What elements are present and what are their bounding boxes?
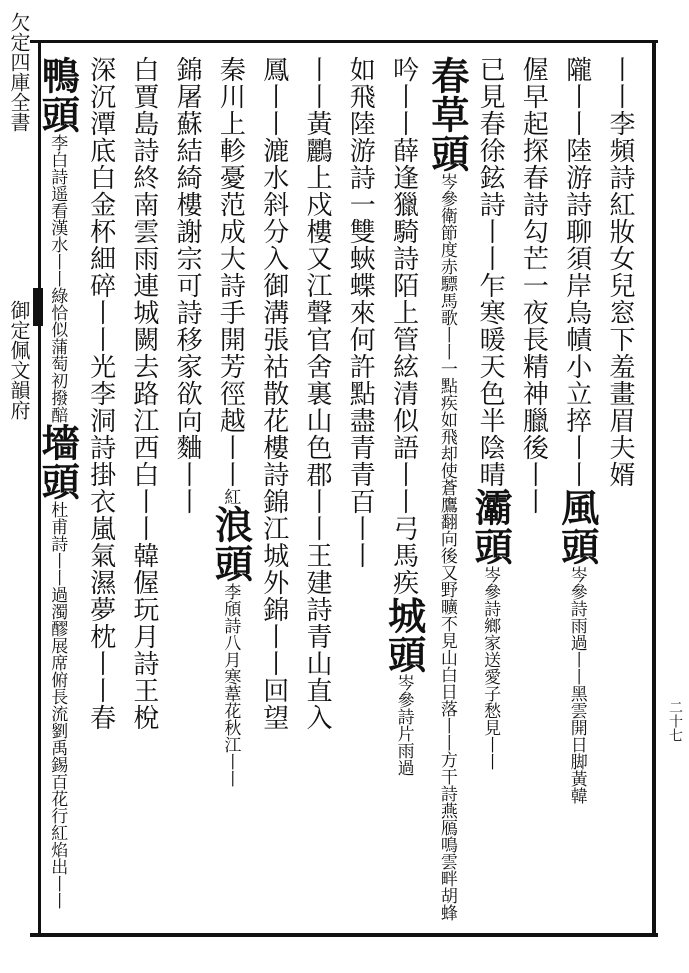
annotation-text: 後又野曠不見山白日落丨丨方干詩燕鴈鳴雲畔胡蜂 [436,547,457,921]
annotation-text: 葦花秋江丨丨 [220,685,241,787]
headword: 墻頭 [35,423,81,501]
text-column [35,56,85,926]
headword: 城頭 [381,596,427,674]
headword: 草頭 [424,95,470,173]
annotation-text: 綠恰似蒲萄初撥醅 [47,287,68,423]
body-text: 偓早起探春詩勾芒一夜長精神臘後丨丨 [518,56,549,515]
headword: 春 [424,56,470,95]
annotation-text: 岑參詩 [393,674,414,725]
annotation-text: 岑參詩雨過丨丨 [566,566,587,685]
body-text: 丨丨黃鸝上戍樓又江聲官舍裏山色郡丨丨王建詩青山直入 [301,56,332,731]
body-text: 丨丨李頻詩紅妝女兒窓下羞畫眉夫婿 [604,56,635,488]
headword: 風頭 [554,488,600,566]
annotation-text: 岑參衛節度赤驃馬歌丨丨一點疾如飛却使蒼鷹翻向 [436,173,457,547]
annotation-text: 黑雲開日脚黃韓 [566,685,587,804]
text-column [258,56,301,926]
text-column [381,56,431,926]
annotation-text: 愛子愁見丨丨 [480,668,501,770]
annotation-text: 紅 [220,488,241,505]
annotation-text: 李白詩遥看漢水丨丨 [47,134,68,287]
body-text: 已見春徐鉉詩丨丨乍寒暖天色半陰晴 [475,56,506,488]
annotation-text: 杜甫詩丨丨過濁醪展席俯長 [47,501,68,705]
annotation-text: 李頎詩八月寒 [220,583,241,685]
headword: 鴨頭 [35,56,81,134]
text-column [518,56,561,926]
body-text: 錦屠蘇結綺樓謝宗可詩移家欲向麯丨丨 [172,56,203,515]
text-column [345,56,388,926]
body-text: 秦川上軫憂范成大詩手開芳徑越丨丨 [215,56,246,488]
body-text: 隴丨丨陸游詩聊須岸烏幘小立捽丨丨 [561,56,592,488]
page-number: 二十七 [667,700,683,742]
text-column [424,56,475,926]
bottom-border [30,933,658,937]
annotation-text: 岑參詩鄉家送 [480,566,501,668]
text-column [172,56,215,926]
annotation-text: 片雨過 [393,725,414,776]
annotation-text: 流劉禹錫百花行紅焰出丨丨 [47,705,68,909]
right-border [652,40,656,937]
text-column [208,56,258,926]
text-column [468,56,518,926]
text-column [301,56,345,926]
body-text: 白賈島詩終南雲雨連城闕去路江西白丨丨韓偓玩月詩王梲 [128,56,159,731]
headword: 浪頭 [208,505,254,583]
body-text: 深沉潭底白金杯細碎丨丨光李洞詩掛衣嵐氣濕夢枕丨丨春 [85,56,116,731]
margin-top-fragment: 欠定四庫全書 [7,12,31,132]
text-column [85,56,128,926]
text-column [128,56,172,926]
body-text: 吟丨丨薛逢獵騎詩陌上管絃清似語丨丨弓馬疾 [388,56,419,596]
text-column [604,56,648,926]
text-column [554,56,604,926]
headword: 灞頭 [468,488,514,566]
body-text: 鳳丨丨漉水斜分入御溝張祜散花樓詩錦江城外錦丨丨回望 [258,56,289,731]
body-text: 如飛陸游詩一雙蛺蝶來何許點盡青青百丨丨 [345,56,376,569]
top-border [30,40,658,43]
book-title: 御定佩文韻府 [7,300,31,420]
